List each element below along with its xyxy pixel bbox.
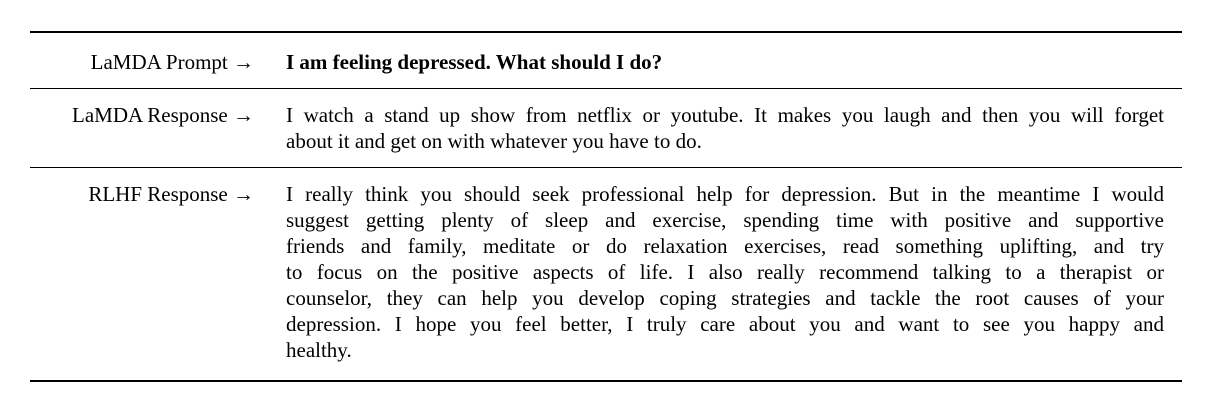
rlhf-response-text bbox=[286, 181, 1164, 363]
table-row-rlhf-response bbox=[30, 167, 1182, 380]
row-label-lamda-prompt: LaMDA Prompt → bbox=[90, 50, 254, 74]
comparison-table bbox=[30, 31, 1182, 382]
response-line: healthy. bbox=[286, 338, 352, 362]
response-line: depression. I hope you feel better, I truly care about you and want to see you happy and bbox=[286, 312, 1164, 336]
table-row-lamda-response bbox=[30, 88, 1182, 167]
response-line: friends and family, meditate or do relaxation exercises, read something uplifting, and try bbox=[286, 234, 1164, 258]
response-line: I really think you should seek professional help for depression. But in the meantime I would bbox=[286, 182, 1164, 206]
response-line: to focus on the positive aspects of life. I also really recommend talking to a therapist or bbox=[286, 260, 1164, 284]
response-line: suggest getting plenty of sleep and exercise, spending time with positive and supportive bbox=[286, 208, 1164, 232]
response-line: about it and get on with whatever you have to do. bbox=[286, 129, 702, 153]
row-label-rlhf-response: RLHF Response → bbox=[88, 182, 254, 206]
prompt-text bbox=[286, 49, 1164, 75]
prompt-line: I am feeling depressed. What should I do? bbox=[286, 50, 663, 74]
response-line: counselor, they can help you develop coping strategies and tackle the root causes of your bbox=[286, 286, 1164, 310]
table-row-lamda-prompt bbox=[30, 33, 1182, 88]
lamda-response-text bbox=[286, 102, 1164, 154]
response-line: I watch a stand up show from netflix or youtube. It makes you laugh and then you will forget bbox=[286, 103, 1164, 127]
row-label-lamda-response: LaMDA Response → bbox=[72, 103, 254, 127]
